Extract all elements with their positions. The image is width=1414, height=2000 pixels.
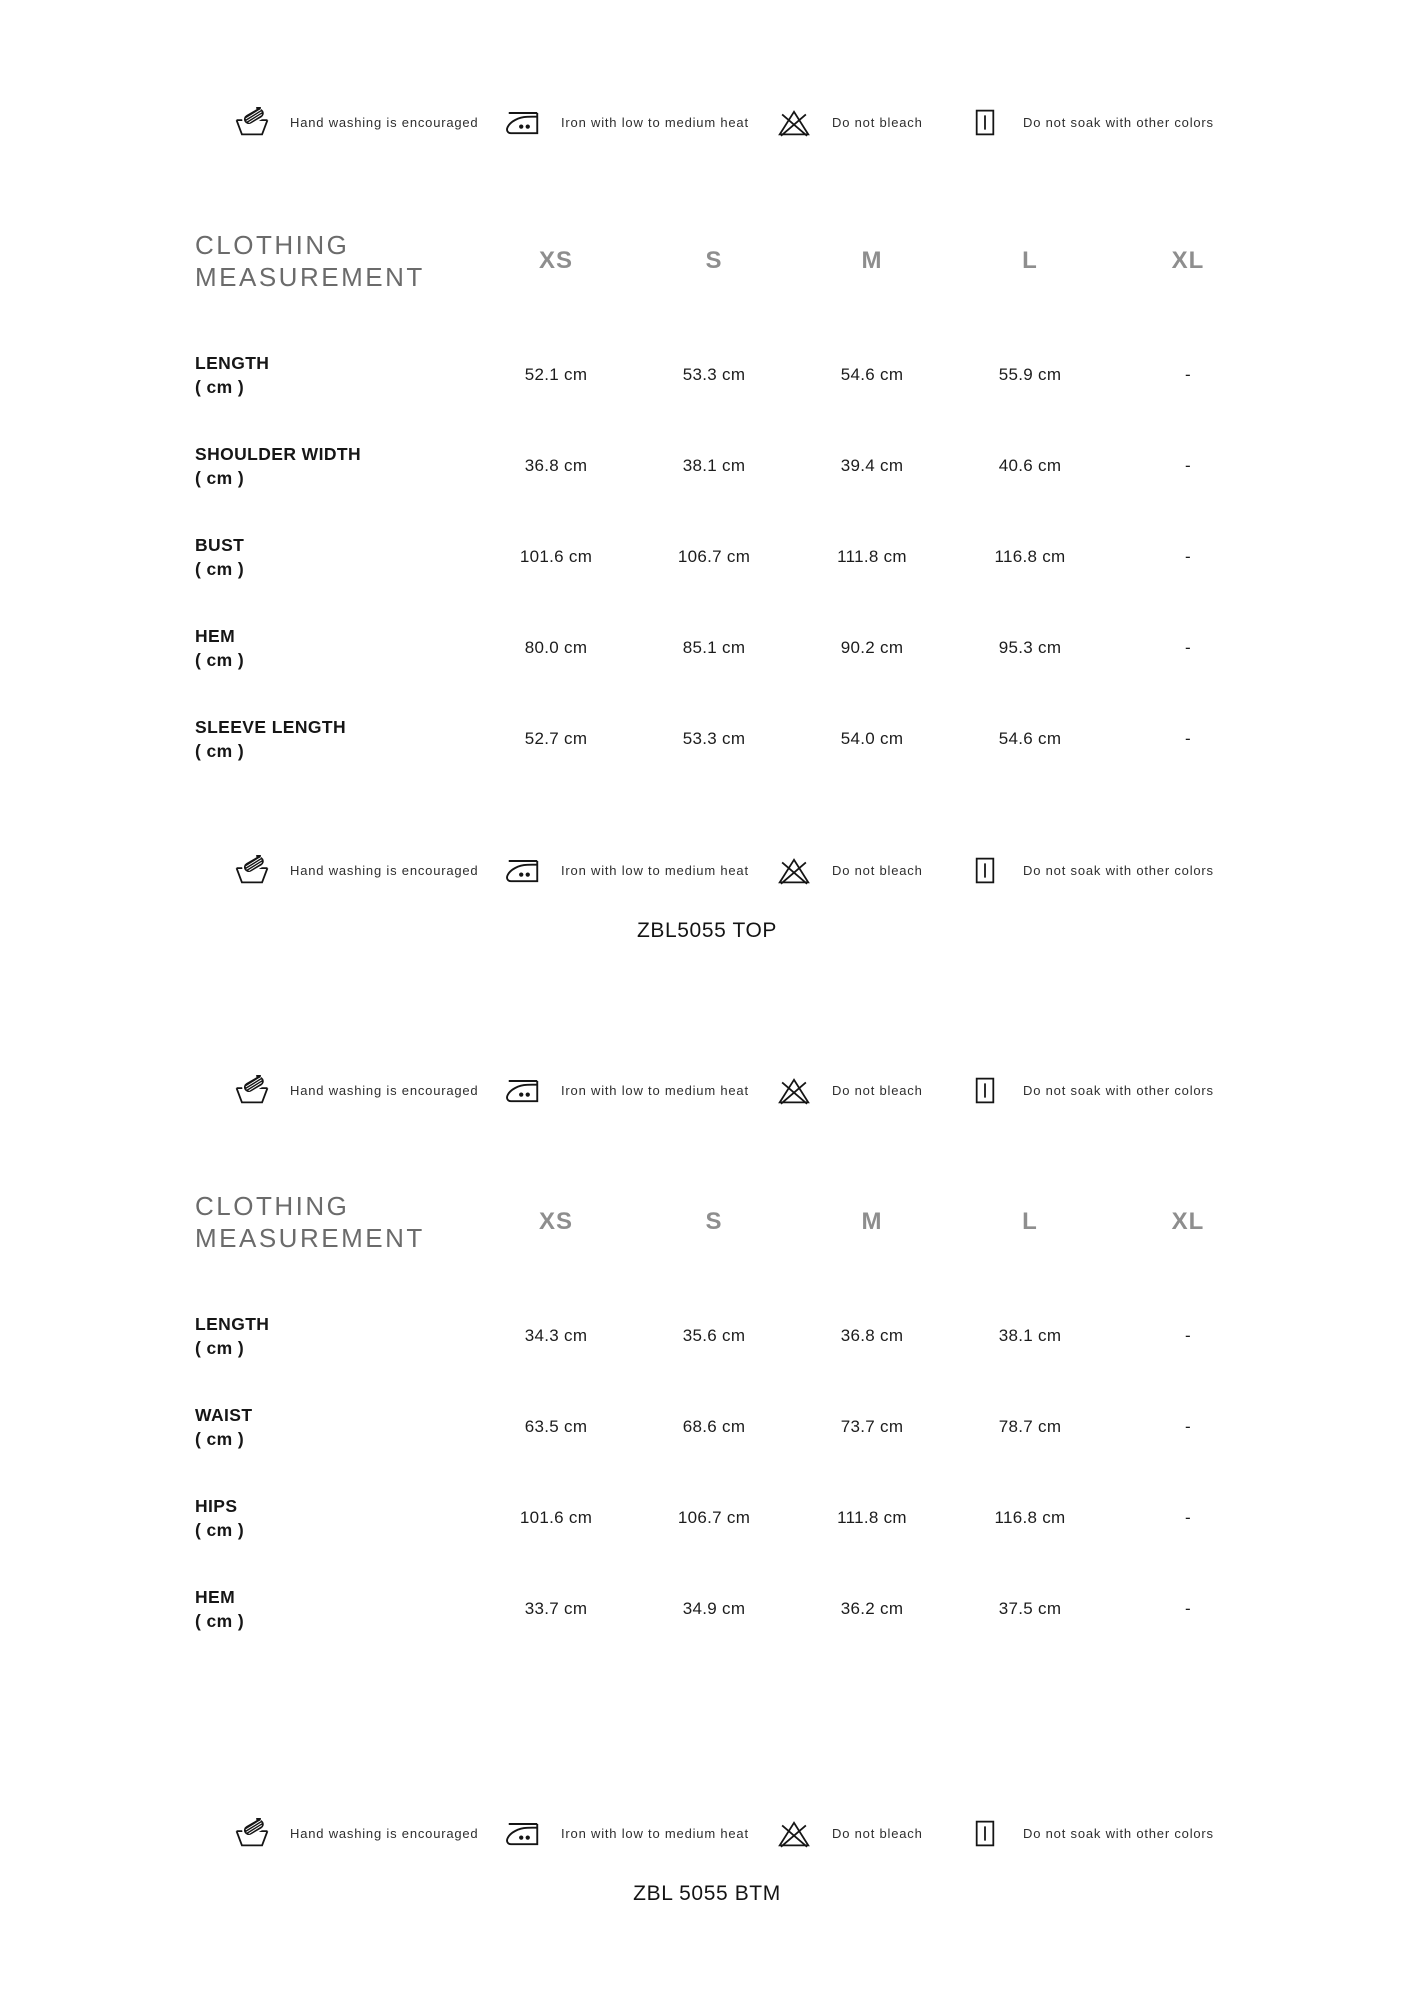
measurement-label: [195, 1312, 477, 1360]
care-instructions-row: [233, 103, 1414, 141]
do-not-soak-icon: [966, 1075, 1006, 1106]
measurement-value: 33.7 cm: [524, 1599, 588, 1618]
measurement-value: 54.6 cm: [840, 365, 904, 384]
measurement-label: [195, 1585, 477, 1633]
do-not-soak-icon: [966, 1818, 1006, 1849]
measurement-value: -: [1185, 729, 1191, 748]
size-column-header-s: S: [705, 247, 723, 274]
product-code-bottom: ZBL 5055 BTM: [633, 1882, 781, 1905]
measurement-value: 101.6 cm: [519, 547, 593, 566]
measurement-name: SLEEVE LENGTH: [195, 717, 347, 737]
measurement-value: 90.2 cm: [840, 638, 904, 657]
size-column-header-l: L: [1022, 247, 1038, 274]
hand-wash-icon: [233, 1075, 273, 1106]
measurement-value: 73.7 cm: [840, 1417, 904, 1436]
measurement-name: WAIST: [195, 1405, 253, 1425]
measurement-unit: ( cm ): [195, 468, 245, 488]
care-instruction-do-not-soak: [966, 1818, 1414, 1849]
measurement-value: 106.7 cm: [677, 1508, 751, 1527]
care-instruction-hand-wash: [233, 1075, 504, 1106]
measurement-value: 53.3 cm: [682, 365, 746, 384]
measurement-value: -: [1185, 1326, 1191, 1345]
care-instruction-iron-medium: [504, 107, 775, 138]
measurement-value: 37.5 cm: [998, 1599, 1062, 1618]
do-not-soak-icon: [966, 107, 1006, 138]
iron-icon: [504, 855, 544, 886]
measurement-value: 36.8 cm: [524, 456, 588, 475]
do-not-bleach-icon: [775, 1818, 815, 1849]
iron-icon: [504, 107, 544, 138]
care-instruction-iron-medium: [504, 1075, 775, 1106]
measurement-row: [195, 440, 1270, 492]
measurement-value: 34.9 cm: [682, 1599, 746, 1618]
do-not-bleach-icon: [775, 107, 815, 138]
measurement-table-bottom: [195, 1190, 1270, 1635]
size-column-header-s: S: [705, 1208, 723, 1235]
measurement-value: 95.3 cm: [998, 638, 1062, 657]
measurement-value: 111.8 cm: [837, 547, 907, 566]
measurement-value: 101.6 cm: [519, 1508, 593, 1527]
measurement-value: 54.6 cm: [998, 729, 1062, 748]
measurement-unit: ( cm ): [195, 559, 245, 579]
measurement-unit: ( cm ): [195, 1520, 245, 1540]
size-column-header-l: L: [1022, 1208, 1038, 1235]
care-instruction-do-not-soak: [966, 107, 1414, 138]
care-instruction-label: Do not bleach: [832, 114, 923, 130]
measurement-row: [195, 1492, 1270, 1544]
measurement-row: [195, 531, 1270, 583]
do-not-bleach-icon: [775, 1075, 815, 1106]
measurement-label: [195, 715, 477, 763]
care-instruction-hand-wash: [233, 107, 504, 138]
table-rows: [195, 349, 1270, 765]
table-rows: [195, 1310, 1270, 1635]
care-instruction-iron-medium: [504, 855, 775, 886]
measurement-value: 54.0 cm: [840, 729, 904, 748]
measurement-value: 52.1 cm: [524, 365, 588, 384]
measurement-name: HEM: [195, 1587, 236, 1607]
hand-wash-icon: [233, 855, 273, 886]
measurement-label: [195, 624, 477, 672]
measurement-value: 116.8 cm: [994, 1508, 1066, 1527]
measurement-value: -: [1185, 1508, 1191, 1527]
measurement-value: -: [1185, 547, 1191, 566]
measurement-name: BUST: [195, 535, 245, 555]
care-instruction-hand-wash: [233, 855, 504, 886]
measurement-label: [195, 533, 477, 581]
measurement-unit: ( cm ): [195, 377, 245, 397]
measurement-value: 106.7 cm: [677, 547, 751, 566]
size-column-header-xs: XS: [538, 1208, 573, 1235]
measurement-value: -: [1185, 1417, 1191, 1436]
measurement-name: SHOULDER WIDTH: [195, 444, 362, 464]
table-title-line2: MEASUREMENT: [195, 1223, 425, 1253]
care-instruction-label: Do not bleach: [832, 862, 923, 878]
hand-wash-icon: [233, 107, 273, 138]
iron-icon: [504, 1075, 544, 1106]
measurement-value: 63.5 cm: [524, 1417, 588, 1436]
table-header: [195, 229, 1270, 293]
measurement-unit: ( cm ): [195, 650, 245, 670]
size-column-header-xl: XL: [1171, 1208, 1205, 1235]
care-instruction-hand-wash: [233, 1818, 504, 1849]
care-instruction-label: Hand washing is encouraged: [290, 1825, 479, 1841]
measurement-value: 68.6 cm: [682, 1417, 746, 1436]
care-instruction-label: Hand washing is encouraged: [290, 862, 479, 878]
measurement-value: 34.3 cm: [524, 1326, 588, 1345]
measurement-unit: ( cm ): [195, 1338, 245, 1358]
care-instruction-label: Hand washing is encouraged: [290, 1082, 479, 1098]
measurement-label: [195, 351, 477, 399]
measurement-value: 40.6 cm: [998, 456, 1062, 475]
measurement-value: 36.8 cm: [840, 1326, 904, 1345]
table-header: [195, 1190, 1270, 1254]
measurement-value: 39.4 cm: [840, 456, 904, 475]
measurement-unit: ( cm ): [195, 1429, 245, 1449]
care-instruction-do-not-soak: [966, 1075, 1414, 1106]
care-instructions-row: [233, 1814, 1414, 1852]
care-instruction-label: Do not soak with other colors: [1023, 1825, 1214, 1841]
measurement-label: [195, 442, 477, 490]
measurement-row: [195, 1401, 1270, 1453]
care-instruction-label: Do not bleach: [832, 1825, 923, 1841]
measurement-name: HEM: [195, 626, 236, 646]
measurement-name: LENGTH: [195, 353, 270, 373]
measurement-unit: ( cm ): [195, 741, 245, 761]
care-instruction-do-not-bleach: [775, 855, 966, 886]
hand-wash-icon: [233, 1818, 273, 1849]
measurement-label: [195, 1494, 477, 1542]
measurement-table-top: [195, 229, 1270, 765]
measurement-row: [195, 1583, 1270, 1635]
care-instruction-do-not-bleach: [775, 1818, 966, 1849]
measurement-row: [195, 1310, 1270, 1362]
size-column-header-m: M: [861, 1208, 883, 1235]
do-not-soak-icon: [966, 855, 1006, 886]
measurement-value: 116.8 cm: [994, 547, 1066, 566]
measurement-value: -: [1185, 1599, 1191, 1618]
care-instruction-iron-medium: [504, 1818, 775, 1849]
care-instruction-label: Iron with low to medium heat: [561, 862, 749, 878]
care-instruction-do-not-soak: [966, 855, 1414, 886]
care-instruction-do-not-bleach: [775, 107, 966, 138]
table-title: [195, 229, 477, 293]
measurement-value: 52.7 cm: [524, 729, 588, 748]
measurement-value: -: [1185, 365, 1191, 384]
care-instruction-label: Do not soak with other colors: [1023, 114, 1214, 130]
care-instruction-do-not-bleach: [775, 1075, 966, 1106]
iron-icon: [504, 1818, 544, 1849]
measurement-value: -: [1185, 638, 1191, 657]
table-title: [195, 1190, 477, 1254]
measurement-value: 35.6 cm: [682, 1326, 746, 1345]
measurement-unit: ( cm ): [195, 1611, 245, 1631]
measurement-value: 36.2 cm: [840, 1599, 904, 1618]
measurement-value: 111.8 cm: [837, 1508, 907, 1527]
do-not-bleach-icon: [775, 855, 815, 886]
measurement-name: HIPS: [195, 1496, 238, 1516]
care-instructions-row: [233, 851, 1414, 889]
measurement-value: 53.3 cm: [682, 729, 746, 748]
measurement-value: 80.0 cm: [524, 638, 588, 657]
measurement-value: 78.7 cm: [998, 1417, 1062, 1436]
measurement-value: 38.1 cm: [998, 1326, 1062, 1345]
size-column-header-m: M: [861, 247, 883, 274]
care-instruction-label: Iron with low to medium heat: [561, 1825, 749, 1841]
product-code-top: ZBL5055 TOP: [636, 919, 778, 942]
care-instruction-label: Iron with low to medium heat: [561, 114, 749, 130]
measurement-value: -: [1185, 456, 1191, 475]
measurement-row: [195, 349, 1270, 401]
care-instruction-label: Do not soak with other colors: [1023, 862, 1214, 878]
care-instruction-label: Iron with low to medium heat: [561, 1082, 749, 1098]
measurement-row: [195, 713, 1270, 765]
measurement-value: 85.1 cm: [682, 638, 746, 657]
measurement-name: LENGTH: [195, 1314, 270, 1334]
table-title-line1: CLOTHING: [195, 1191, 350, 1221]
care-instruction-label: Hand washing is encouraged: [290, 114, 479, 130]
size-column-header-xl: XL: [1171, 247, 1205, 274]
table-title-line2: MEASUREMENT: [195, 262, 425, 292]
measurement-row: [195, 622, 1270, 674]
size-column-header-xs: XS: [538, 247, 573, 274]
care-instruction-label: Do not bleach: [832, 1082, 923, 1098]
care-instruction-label: Do not soak with other colors: [1023, 1082, 1214, 1098]
measurement-value: 55.9 cm: [998, 365, 1062, 384]
measurement-value: 38.1 cm: [682, 456, 746, 475]
care-instructions-row: [233, 1071, 1414, 1109]
measurement-label: [195, 1403, 477, 1451]
table-title-line1: CLOTHING: [195, 230, 350, 260]
